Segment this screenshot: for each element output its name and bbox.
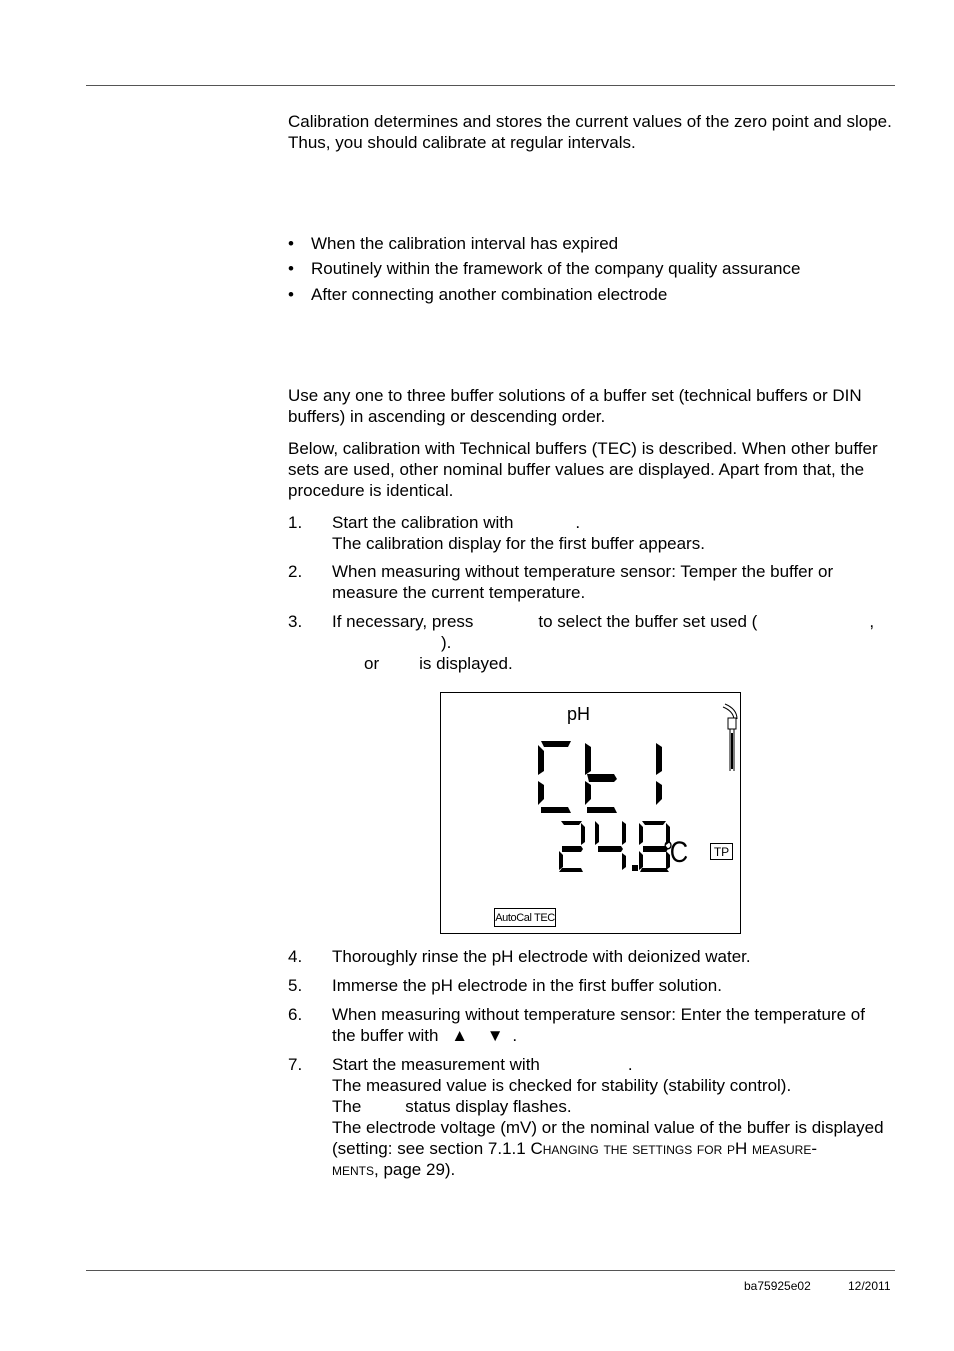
step-4: 4. Thoroughly rinse the pH electrode with deionized water. — [288, 947, 751, 966]
step-6: 6. When measuring without temperature sensor: Enter the temperature of the buffer with ▲ ▼ . — [288, 1005, 865, 1045]
tp-indicator-badge: TP — [710, 843, 733, 860]
bullet-icon: • — [288, 234, 294, 253]
electrode-icon — [723, 704, 737, 771]
lcd-character-c — [538, 741, 571, 813]
lcd-character-1 — [656, 743, 662, 805]
display-unit-label: pH — [567, 704, 591, 724]
procedure-paragraph-1: Use any one to three buffer solutions of a buffer set (technical buffers or DIN buffers) in ascending or descending order. — [288, 386, 862, 426]
step-2: 2. When measuring without temperature sensor: Temper the buffer or measure the current temperature. — [288, 562, 834, 602]
arrow-down-icon: ▼ — [486, 1026, 504, 1045]
step-1: 1. Start the calibration with . The calibration display for the first buffer appears. — [288, 513, 705, 553]
autocal-status-badge: AutoCal TEC — [494, 908, 556, 927]
step-5: 5. Immerse the pH electrode in the first buffer solution. — [288, 976, 722, 995]
list-item: • After connecting another combination electrode — [288, 285, 668, 304]
lcd-segments — [441, 693, 741, 933]
list-item: • Routinely within the framework of the company quality assurance — [288, 259, 801, 278]
header-rule — [86, 85, 895, 86]
lcd-digit-2 — [559, 821, 585, 872]
procedure-paragraph-2: Below, calibration with Technical buffers (TEC) is described. When other buffer sets are used, other nominal buffer values are displayed. Apart from that, the procedure is identical. — [288, 439, 878, 500]
intro-paragraph: Calibration determines and stores the current values of the zero point and slope. Thus, you should calibrate at regular intervals. — [288, 112, 892, 152]
footer-date: 12/2011 — [848, 1279, 891, 1293]
step-7: 7. Start the measurement with . The measured value is checked for stability (stability control). The status display flashes. The electrode voltage (mV) or the nominal value of the buffer is displayed (setting: see section 7.1.1 Changing the settings for pH measure- ments, page 29). — [288, 1055, 884, 1179]
list-item: • When the calibration interval has expired — [288, 234, 619, 253]
lcd-decimal-point — [632, 865, 638, 871]
bullet-icon: • — [288, 259, 294, 278]
lcd-digit-4 — [595, 821, 626, 870]
meter-display — [440, 692, 741, 934]
lcd-character-t — [585, 743, 617, 813]
temperature-unit-label: °C — [663, 836, 685, 869]
bullet-icon: • — [288, 285, 294, 304]
arrow-up-icon: ▲ — [451, 1026, 469, 1045]
footer-rule — [86, 1270, 895, 1271]
step-3: 3. If necessary, press to select the buffer set used ( , ). or is displayed. — [288, 612, 875, 673]
footer-doc-number: ba75925e02 — [744, 1279, 811, 1293]
